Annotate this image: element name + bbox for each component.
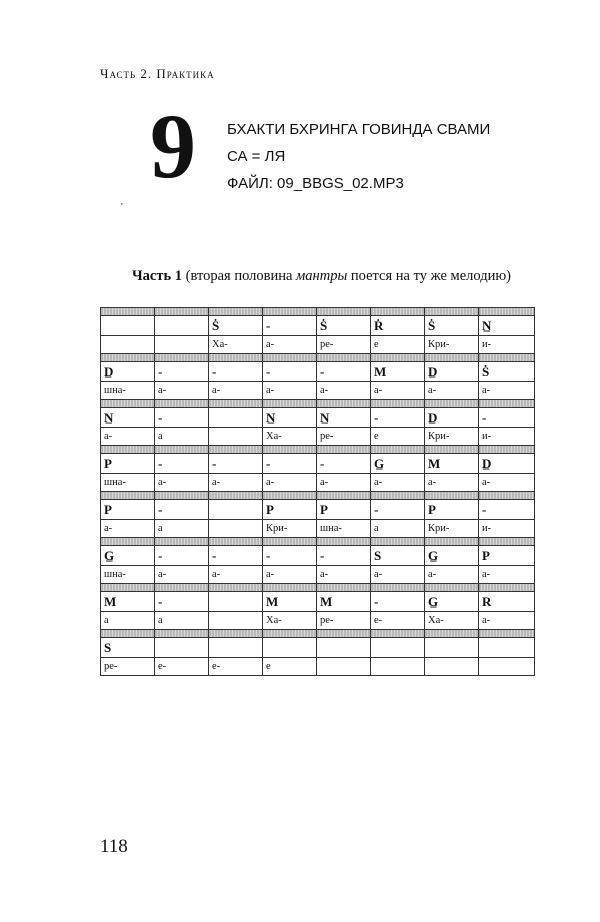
separator-cell (263, 354, 317, 362)
separator-cell (317, 538, 371, 546)
syllable-cell: а- (317, 382, 371, 400)
syllable-cell: и- (479, 520, 535, 538)
note-cell: G̲ (425, 546, 479, 566)
separator-row (101, 308, 535, 316)
syllable-cell: шна- (317, 520, 371, 538)
song-file: ФАЙЛ: 09_BBGS_02.MP3 (227, 175, 404, 192)
separator-cell (425, 584, 479, 592)
separator-cell (263, 630, 317, 638)
note-cell (209, 638, 263, 658)
separator-cell (479, 400, 535, 408)
syllable-cell: а- (479, 566, 535, 584)
note-cell: D̲ (425, 362, 479, 382)
song-number: 9 (150, 95, 196, 197)
separator-cell (425, 354, 479, 362)
note-cell: M (371, 362, 425, 382)
syllable-cell: а- (479, 382, 535, 400)
note-cell: G̲ (425, 592, 479, 612)
separator-cell (101, 308, 155, 316)
syllable-cell: а- (209, 566, 263, 584)
separator-cell (155, 584, 209, 592)
note-row (101, 316, 535, 336)
syllable-cell (209, 612, 263, 630)
separator-cell (209, 630, 263, 638)
note-cell: - (155, 592, 209, 612)
running-head: Часть 2. Практика (100, 66, 215, 81)
note-cell: S (101, 638, 155, 658)
note-cell: - (209, 362, 263, 382)
note-cell: - (371, 500, 425, 520)
separator-cell (155, 400, 209, 408)
syllable-cell: а (155, 520, 209, 538)
note-row (101, 408, 535, 428)
note-cell (209, 592, 263, 612)
syllable-cell: а- (371, 382, 425, 400)
syllable-cell: Кри- (425, 520, 479, 538)
separator-cell (479, 584, 535, 592)
separator-cell (155, 446, 209, 454)
note-cell: M (263, 592, 317, 612)
syllable-cell: а- (425, 474, 479, 492)
separator-cell (371, 400, 425, 408)
syllable-cell: а- (371, 566, 425, 584)
note-cell: Ṡ (479, 362, 535, 382)
syllable-cell: ре- (317, 336, 371, 354)
note-cell: G̲ (371, 454, 425, 474)
separator-cell (155, 492, 209, 500)
separator-cell (371, 630, 425, 638)
syllable-cell: а (155, 428, 209, 446)
note-cell (263, 638, 317, 658)
syllable-cell: е (371, 336, 425, 354)
syllable-cell (209, 520, 263, 538)
separator-cell (209, 446, 263, 454)
separator-cell (155, 630, 209, 638)
separator-row (101, 446, 535, 454)
separator-cell (209, 354, 263, 362)
syllable-cell: а- (425, 566, 479, 584)
note-cell (155, 638, 209, 658)
separator-cell (209, 308, 263, 316)
syllable-cell: а- (317, 474, 371, 492)
syllable-cell: а- (317, 566, 371, 584)
separator-cell (479, 538, 535, 546)
syllable-cell: шна- (101, 382, 155, 400)
note-row (101, 546, 535, 566)
note-cell: M (101, 592, 155, 612)
syllable-cell: а- (263, 566, 317, 584)
note-cell: Ṡ (425, 316, 479, 336)
syllable-cell (101, 336, 155, 354)
note-cell: - (317, 454, 371, 474)
syllable-cell (209, 428, 263, 446)
note-row (101, 362, 535, 382)
syllable-cell: е- (209, 658, 263, 676)
separator-cell (263, 584, 317, 592)
separator-cell (425, 492, 479, 500)
separator-cell (101, 538, 155, 546)
separator-row (101, 630, 535, 638)
separator-row (101, 538, 535, 546)
separator-cell (425, 400, 479, 408)
separator-cell (479, 492, 535, 500)
note-cell (371, 638, 425, 658)
separator-cell (317, 584, 371, 592)
separator-cell (263, 308, 317, 316)
syllable-cell: ре- (317, 428, 371, 446)
note-cell: - (317, 362, 371, 382)
note-row (101, 454, 535, 474)
song-title-block (227, 116, 490, 197)
syllable-cell: шна- (101, 566, 155, 584)
syllable-cell: Ха- (263, 428, 317, 446)
separator-cell (425, 630, 479, 638)
note-cell: M (425, 454, 479, 474)
separator-cell (479, 630, 535, 638)
separator-cell (479, 446, 535, 454)
syllable-cell: а- (371, 474, 425, 492)
separator-cell (101, 584, 155, 592)
syllable-cell: а (371, 520, 425, 538)
separator-cell (371, 584, 425, 592)
syllable-cell (317, 658, 371, 676)
syllable-cell: Ха- (425, 612, 479, 630)
syllable-cell: шна- (101, 474, 155, 492)
syllable-cell: ре- (101, 658, 155, 676)
note-row (101, 592, 535, 612)
note-cell: N̲ (101, 408, 155, 428)
syllable-row (101, 520, 535, 538)
separator-cell (317, 630, 371, 638)
syllable-cell: е (263, 658, 317, 676)
note-row (101, 638, 535, 658)
separator-cell (317, 308, 371, 316)
separator-cell (101, 400, 155, 408)
separator-cell (425, 446, 479, 454)
note-cell (209, 408, 263, 428)
separator-cell (155, 354, 209, 362)
syllable-cell (479, 658, 535, 676)
note-cell: P (317, 500, 371, 520)
separator-cell (371, 492, 425, 500)
syllable-cell: а- (155, 566, 209, 584)
stray-mark: ' (121, 202, 123, 213)
note-cell: R (479, 592, 535, 612)
separator-cell (425, 308, 479, 316)
syllable-row (101, 336, 535, 354)
note-cell: - (209, 546, 263, 566)
separator-cell (371, 308, 425, 316)
note-cell (209, 500, 263, 520)
note-cell: - (155, 500, 209, 520)
note-cell: N̲ (479, 316, 535, 336)
song-key: СА = ЛЯ (227, 148, 286, 165)
note-cell: P (425, 500, 479, 520)
note-cell: P (101, 454, 155, 474)
note-cell (317, 638, 371, 658)
note-cell: - (371, 408, 425, 428)
note-cell (101, 316, 155, 336)
section-caption (132, 268, 511, 285)
syllable-cell (371, 658, 425, 676)
separator-cell (101, 492, 155, 500)
syllable-row (101, 428, 535, 446)
syllable-cell: а- (479, 474, 535, 492)
syllable-cell: е (371, 428, 425, 446)
separator-cell (101, 446, 155, 454)
note-cell (479, 638, 535, 658)
note-cell: M (317, 592, 371, 612)
syllable-cell: ре- (317, 612, 371, 630)
note-cell: P (479, 546, 535, 566)
separator-cell (101, 630, 155, 638)
syllable-cell: а- (479, 612, 535, 630)
note-cell: - (371, 592, 425, 612)
syllable-row (101, 566, 535, 584)
separator-row (101, 354, 535, 362)
syllable-cell: а- (263, 336, 317, 354)
caption-part-label: Часть 1 (132, 268, 182, 284)
syllable-cell (155, 336, 209, 354)
syllable-cell: и- (479, 336, 535, 354)
syllable-cell: Кри- (425, 336, 479, 354)
syllable-cell: а- (209, 382, 263, 400)
separator-cell (317, 354, 371, 362)
page-number: 118 (100, 836, 128, 857)
separator-cell (209, 584, 263, 592)
note-cell: Ṡ (317, 316, 371, 336)
separator-cell (101, 354, 155, 362)
note-cell: P (101, 500, 155, 520)
separator-cell (263, 446, 317, 454)
syllable-cell: е- (371, 612, 425, 630)
syllable-row (101, 658, 535, 676)
syllable-cell: а- (155, 382, 209, 400)
separator-row (101, 492, 535, 500)
notation-table (100, 307, 535, 676)
note-cell: - (209, 454, 263, 474)
syllable-cell: Кри- (425, 428, 479, 446)
syllable-cell: и- (479, 428, 535, 446)
separator-cell (317, 400, 371, 408)
note-cell: P (263, 500, 317, 520)
separator-cell (263, 400, 317, 408)
note-cell (425, 638, 479, 658)
separator-cell (209, 400, 263, 408)
caption-text-pre: (вторая половина (182, 268, 297, 284)
separator-cell (317, 492, 371, 500)
separator-cell (317, 446, 371, 454)
syllable-cell: а- (155, 474, 209, 492)
note-cell: - (155, 454, 209, 474)
separator-cell (371, 354, 425, 362)
separator-cell (155, 308, 209, 316)
note-cell: - (263, 454, 317, 474)
note-cell: D̲ (479, 454, 535, 474)
syllable-cell: а- (425, 382, 479, 400)
syllable-cell: а- (263, 474, 317, 492)
separator-cell (263, 492, 317, 500)
note-cell (155, 316, 209, 336)
syllable-cell: е- (155, 658, 209, 676)
syllable-row (101, 382, 535, 400)
note-cell: D̲ (101, 362, 155, 382)
separator-row (101, 400, 535, 408)
syllable-cell: Ха- (263, 612, 317, 630)
syllable-cell: а (155, 612, 209, 630)
syllable-cell: а (101, 612, 155, 630)
note-cell: N̲ (263, 408, 317, 428)
separator-cell (479, 308, 535, 316)
separator-cell (479, 354, 535, 362)
note-cell: Ṙ (371, 316, 425, 336)
syllable-cell: а- (101, 428, 155, 446)
note-cell: - (155, 546, 209, 566)
note-cell: S (371, 546, 425, 566)
syllable-cell: а- (263, 382, 317, 400)
note-cell: - (263, 362, 317, 382)
syllable-row (101, 612, 535, 630)
syllable-cell: а- (101, 520, 155, 538)
syllable-cell: Кри- (263, 520, 317, 538)
note-row (101, 500, 535, 520)
syllable-cell (425, 658, 479, 676)
note-cell: N̲ (317, 408, 371, 428)
syllable-row (101, 474, 535, 492)
separator-cell (371, 538, 425, 546)
note-cell: - (479, 500, 535, 520)
note-cell: - (155, 408, 209, 428)
note-cell: - (479, 408, 535, 428)
song-title: БХАКТИ БХРИНГА ГОВИНДА СВАМИ (227, 121, 491, 138)
caption-text-italic: мантры (296, 268, 348, 284)
separator-cell (209, 538, 263, 546)
syllable-cell: Ха- (209, 336, 263, 354)
syllable-cell: а- (209, 474, 263, 492)
separator-cell (263, 538, 317, 546)
separator-row (101, 584, 535, 592)
note-cell: - (155, 362, 209, 382)
separator-cell (209, 492, 263, 500)
note-cell: G̲ (101, 546, 155, 566)
note-cell: D̲ (425, 408, 479, 428)
separator-cell (425, 538, 479, 546)
separator-cell (155, 538, 209, 546)
note-cell: - (317, 546, 371, 566)
note-cell: Ṡ (209, 316, 263, 336)
note-cell: - (263, 546, 317, 566)
separator-cell (371, 446, 425, 454)
note-cell: - (263, 316, 317, 336)
caption-text-post: поется на ту же мелодию) (347, 268, 511, 284)
